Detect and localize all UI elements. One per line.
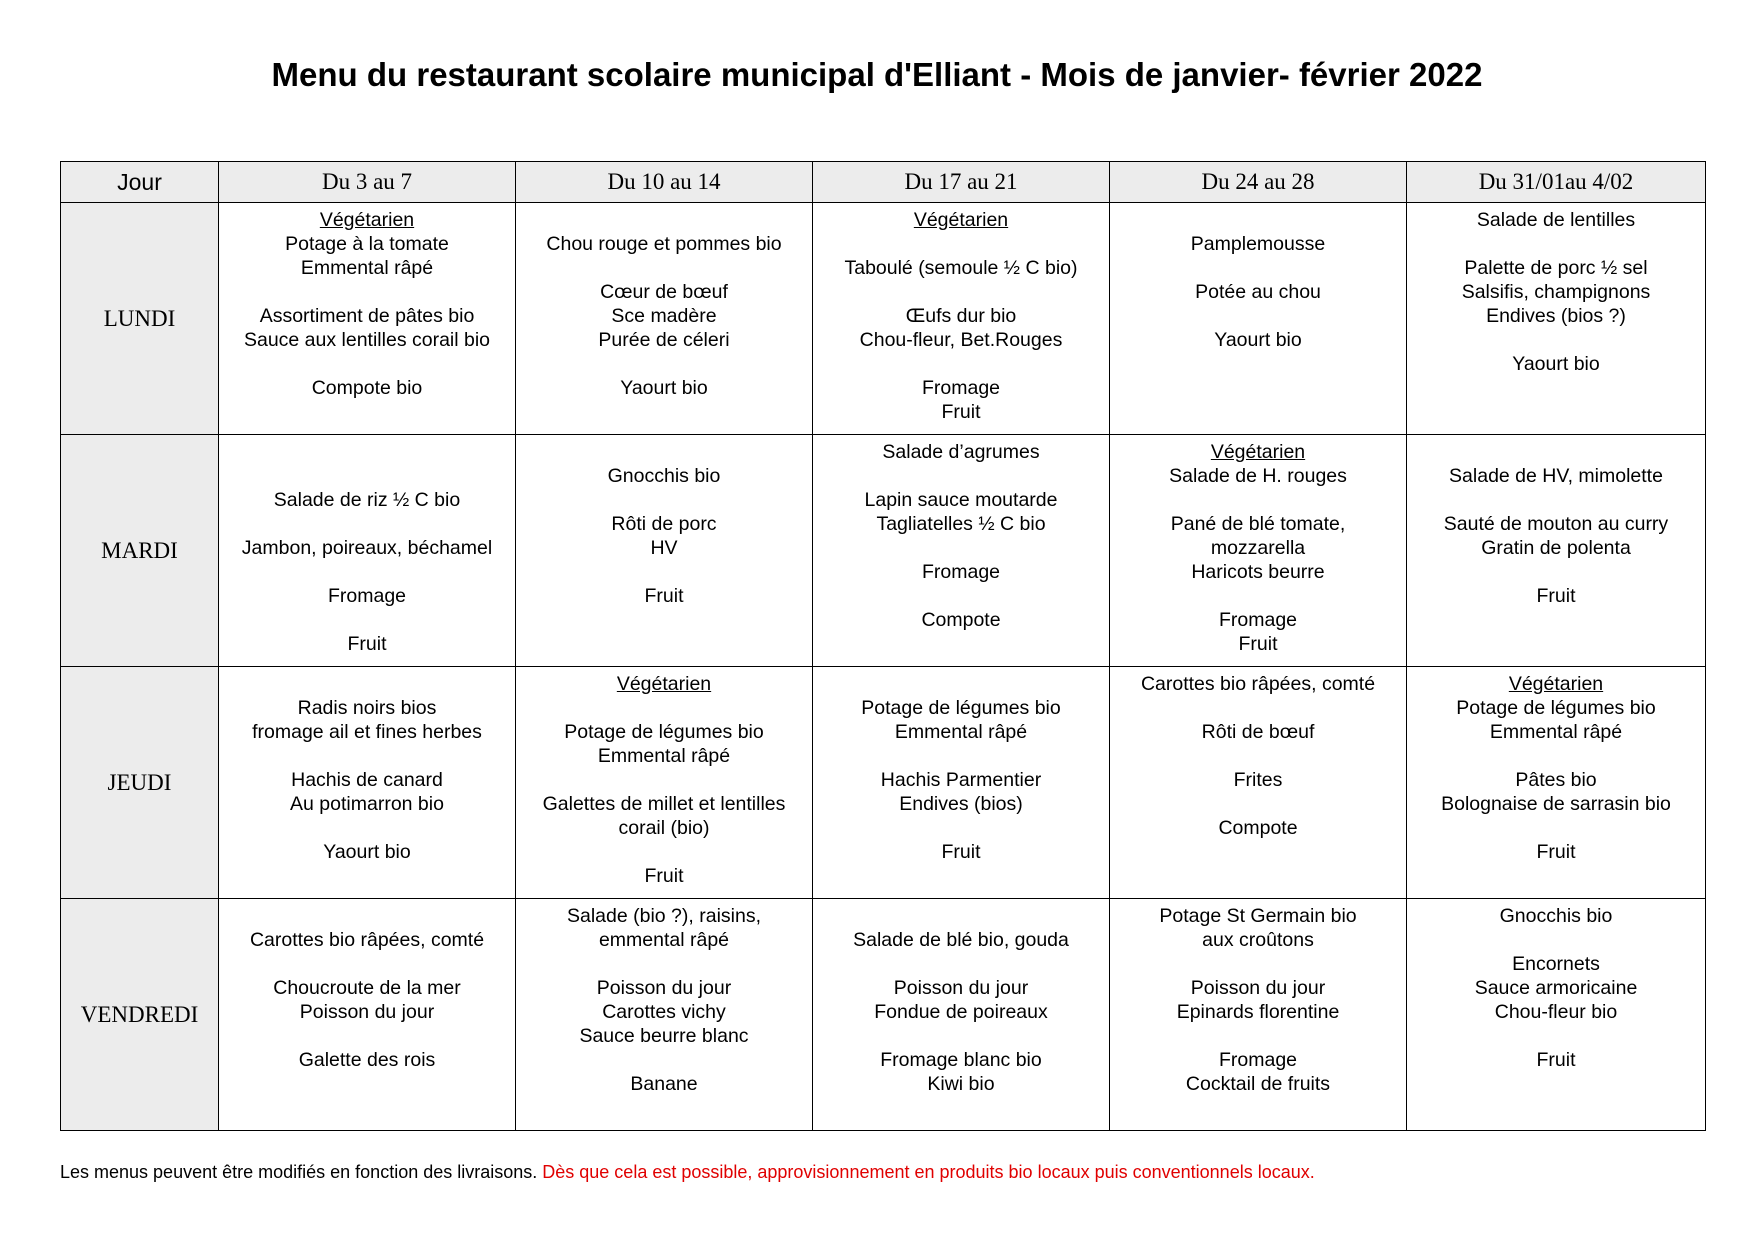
menu-line: Salade de HV, mimolette	[1449, 465, 1663, 487]
menu-line: Endives (bios)	[899, 793, 1023, 815]
column-header-week-1: Du 3 au 7	[219, 162, 516, 203]
menu-cell	[813, 203, 1110, 435]
menu-line	[219, 816, 515, 840]
menu-line	[219, 512, 515, 536]
menu-line	[516, 208, 812, 232]
menu-line	[219, 1024, 515, 1048]
menu-line	[813, 352, 1109, 376]
menu-line: Emmental râpé	[894, 721, 1028, 743]
menu-line: Fruit	[1536, 841, 1576, 863]
menu-line	[516, 440, 812, 464]
menu-line: Epinards florentine	[1176, 1001, 1340, 1023]
menu-line	[1110, 256, 1406, 280]
menu-line: Salsifis, champignons	[1461, 281, 1651, 303]
menu-line	[1407, 488, 1705, 512]
menu-line	[813, 672, 1109, 696]
menu-line	[219, 464, 515, 488]
menu-cell	[813, 899, 1110, 1131]
menu-line: Compote	[1218, 817, 1298, 839]
menu-line: Salade d’agrumes	[882, 441, 1040, 463]
menu-line: Emmental râpé	[300, 257, 434, 279]
menu-line: Compote	[921, 609, 1001, 631]
menu-cell	[1407, 667, 1706, 899]
menu-line	[219, 672, 515, 696]
menu-line: Poisson du jour	[596, 977, 732, 999]
menu-line: Salade de lentilles	[1476, 209, 1636, 231]
menu-cell	[813, 435, 1110, 667]
menu-line	[1110, 304, 1406, 328]
menu-line: Encornets	[1512, 953, 1600, 975]
menu-line: Galette des rois	[298, 1049, 436, 1071]
menu-line: Carottes bio râpées, comté	[1140, 673, 1376, 695]
menu-line	[1407, 232, 1705, 256]
menu-line: Tagliatelles ½ C bio	[876, 513, 1046, 535]
menu-line: Galettes de millet et lentilles	[542, 793, 786, 815]
menu-line: Fruit	[941, 401, 981, 423]
menu-line: Assortiment de pâtes bio	[259, 305, 475, 327]
menu-line: Chou-fleur bio	[1494, 1001, 1618, 1023]
menu-line: Endives (bios ?)	[1486, 305, 1626, 327]
menu-line	[813, 904, 1109, 928]
menu-line: Poisson du jour	[299, 1001, 435, 1023]
footer-note	[60, 1162, 1315, 1183]
menu-line: Hachis de canard	[291, 769, 443, 791]
vegetarian-label: Végétarien	[616, 673, 712, 695]
menu-line	[813, 536, 1109, 560]
menu-line: Fruit	[347, 633, 387, 655]
day-label: MARDI	[61, 435, 219, 667]
menu-line: Kiwi bio	[927, 1073, 995, 1095]
menu-line: Potage St Germain bio	[1159, 905, 1357, 927]
menu-line: Œufs dur bio	[905, 305, 1017, 327]
menu-line	[1110, 696, 1406, 720]
menu-line	[1407, 928, 1705, 952]
menu-line	[219, 904, 515, 928]
menu-line: Pamplemousse	[1190, 233, 1326, 255]
menu-line: Cœur de bœuf	[600, 281, 728, 303]
menu-line: Potage de légumes bio	[1456, 697, 1656, 719]
menu-line	[1110, 792, 1406, 816]
menu-cell	[219, 435, 516, 667]
menu-line: Cocktail de fruits	[1185, 1073, 1331, 1095]
menu-cell	[516, 203, 813, 435]
vegetarian-label: Végétarien	[319, 209, 415, 231]
menu-line	[219, 560, 515, 584]
menu-line	[813, 816, 1109, 840]
menu-cell	[219, 899, 516, 1131]
menu-cell	[1110, 899, 1407, 1131]
menu-line	[219, 744, 515, 768]
menu-line: Yaourt bio	[1512, 353, 1600, 375]
menu-line: Fromage	[921, 377, 1001, 399]
menu-line: Potage à la tomate	[285, 233, 449, 255]
menu-line: Pâtes bio	[1515, 769, 1597, 791]
menu-line	[219, 952, 515, 976]
menu-cell	[516, 435, 813, 667]
day-row-mardi	[61, 435, 1706, 667]
menu-cell	[219, 203, 516, 435]
menu-line: Fondue de poireaux	[874, 1001, 1048, 1023]
menu-line	[516, 560, 812, 584]
menu-line	[813, 280, 1109, 304]
menu-cell	[1407, 203, 1706, 435]
menu-line: Emmental râpé	[1489, 721, 1623, 743]
menu-line: Yaourt bio	[323, 841, 411, 863]
menu-line: Salade de riz ½ C bio	[273, 489, 461, 511]
menu-line	[813, 744, 1109, 768]
menu-line	[1110, 1024, 1406, 1048]
menu-line: Salade de blé bio, gouda	[853, 929, 1069, 951]
menu-line	[516, 1048, 812, 1072]
menu-line	[516, 952, 812, 976]
menu-line	[1407, 816, 1705, 840]
menu-line: Gnocchis bio	[607, 465, 721, 487]
menu-line: Yaourt bio	[1214, 329, 1302, 351]
vegetarian-label: Végétarien	[1508, 673, 1604, 695]
menu-line: Choucroute de la mer	[273, 977, 461, 999]
menu-line	[1110, 488, 1406, 512]
column-header-week-2: Du 10 au 14	[516, 162, 813, 203]
menu-line: Jambon, poireaux, béchamel	[241, 537, 493, 559]
menu-line: emmental râpé	[598, 929, 730, 951]
menu-line: Lapin sauce moutarde	[864, 489, 1058, 511]
menu-line: Fromage blanc bio	[880, 1049, 1042, 1071]
menu-cell	[1110, 667, 1407, 899]
menu-cell	[1110, 435, 1407, 667]
page-title: Menu du restaurant scolaire municipal d'Elliant - Mois de janvier- février 2022	[271, 56, 1483, 93]
menu-line	[813, 952, 1109, 976]
menu-line	[1407, 560, 1705, 584]
menu-line: Taboulé (semoule ½ C bio)	[844, 257, 1078, 279]
menu-cell	[1110, 203, 1407, 435]
menu-line: Banane	[630, 1073, 698, 1095]
menu-line	[1110, 208, 1406, 232]
menu-line: Poisson du jour	[893, 977, 1029, 999]
menu-line: Potage de légumes bio	[564, 721, 764, 743]
day-row-lundi	[61, 203, 1706, 435]
menu-line: Fruit	[1536, 1049, 1576, 1071]
menu-line: Fruit	[1238, 633, 1278, 655]
menu-line	[1407, 328, 1705, 352]
menu-line	[516, 352, 812, 376]
menu-cell	[219, 667, 516, 899]
menu-line: Sauce armoricaine	[1474, 977, 1638, 999]
day-label: VENDREDI	[61, 899, 219, 1131]
menu-line: Rôti de porc	[611, 513, 717, 535]
menu-line	[1110, 584, 1406, 608]
menu-line: Fromage	[1218, 1049, 1298, 1071]
menu-line	[219, 440, 515, 464]
menu-line: Rôti de bœuf	[1201, 721, 1315, 743]
menu-line	[1407, 440, 1705, 464]
menu-line: HV	[650, 537, 678, 559]
menu-line	[1407, 1024, 1705, 1048]
menu-line: Salade de H. rouges	[1169, 465, 1347, 487]
menu-line	[516, 840, 812, 864]
menu-line: Bolognaise de sarrasin bio	[1441, 793, 1671, 815]
menu-line: Carottes vichy	[602, 1001, 726, 1023]
menu-line: Fruit	[644, 865, 684, 887]
menu-line: Gratin de polenta	[1481, 537, 1631, 559]
menu-cell	[1407, 899, 1706, 1131]
menu-line	[813, 584, 1109, 608]
footer-note-text: Les menus peuvent être modifiés en fonction des livraisons.	[60, 1162, 543, 1182]
menu-line	[1110, 744, 1406, 768]
menu-line	[219, 352, 515, 376]
vegetarian-label: Végétarien	[1210, 441, 1306, 463]
menu-line: mozzarella	[1210, 537, 1306, 559]
menu-line: Hachis Parmentier	[880, 769, 1042, 791]
menu-line	[516, 768, 812, 792]
menu-line: Salade (bio ?), raisins,	[566, 905, 761, 927]
menu-line	[1407, 744, 1705, 768]
menu-line: Carottes bio râpées, comté	[249, 929, 485, 951]
menu-cell	[516, 667, 813, 899]
menu-line: Sce madère	[611, 305, 717, 327]
menu-line: Fromage	[327, 585, 407, 607]
day-row-vendredi	[61, 899, 1706, 1131]
menu-line: Sauté de mouton au curry	[1443, 513, 1669, 535]
menu-line	[813, 464, 1109, 488]
menu-line: aux croûtons	[1202, 929, 1314, 951]
menu-line	[219, 280, 515, 304]
menu-line	[516, 696, 812, 720]
menu-table	[60, 161, 1706, 1131]
column-header-jour: Jour	[61, 162, 219, 203]
footer-note-highlight: Dès que cela est possible, approvisionnement en produits bio locaux puis conventionnels locaux.	[542, 1162, 1315, 1182]
day-label: LUNDI	[61, 203, 219, 435]
menu-line: Palette de porc ½ sel	[1464, 257, 1648, 279]
menu-line: Potage de légumes bio	[861, 697, 1061, 719]
menu-line	[813, 232, 1109, 256]
menu-line: Fruit	[941, 841, 981, 863]
menu-line: corail (bio)	[618, 817, 710, 839]
menu-line: Radis noirs bios	[297, 697, 437, 719]
menu-line: Au potimarron bio	[290, 793, 444, 815]
menu-line: Pané de blé tomate,	[1170, 513, 1346, 535]
menu-line: Fromage	[921, 561, 1001, 583]
menu-line: Fruit	[1536, 585, 1576, 607]
menu-line: Yaourt bio	[620, 377, 708, 399]
menu-line: Sauce aux lentilles corail bio	[243, 329, 491, 351]
menu-line: Fruit	[644, 585, 684, 607]
menu-line: Poisson du jour	[1190, 977, 1326, 999]
menu-line: Compote bio	[311, 377, 423, 399]
menu-cell	[813, 667, 1110, 899]
menu-line: Emmental râpé	[597, 745, 731, 767]
menu-line	[219, 608, 515, 632]
menu-cell	[1407, 435, 1706, 667]
menu-line: Purée de céleri	[598, 329, 730, 351]
menu-line: Sauce beurre blanc	[579, 1025, 749, 1047]
header-row	[61, 162, 1706, 203]
menu-line: Chou-fleur, Bet.Rouges	[859, 329, 1063, 351]
menu-line	[516, 256, 812, 280]
menu-line: fromage ail et fines herbes	[252, 721, 482, 743]
menu-line	[813, 1024, 1109, 1048]
menu-line: Frites	[1233, 769, 1283, 791]
menu-line: Chou rouge et pommes bio	[546, 233, 782, 255]
day-label: JEUDI	[61, 667, 219, 899]
menu-line: Fromage	[1218, 609, 1298, 631]
column-header-week-3: Du 17 au 21	[813, 162, 1110, 203]
menu-line: Potée au chou	[1195, 281, 1321, 303]
menu-line	[1110, 952, 1406, 976]
vegetarian-label: Végétarien	[913, 209, 1009, 231]
menu-line: Gnocchis bio	[1499, 905, 1613, 927]
menu-cell	[516, 899, 813, 1131]
menu-line: Haricots beurre	[1191, 561, 1325, 583]
column-header-week-4: Du 24 au 28	[1110, 162, 1407, 203]
menu-line	[516, 488, 812, 512]
column-header-week-5: Du 31/01au 4/02	[1407, 162, 1706, 203]
day-row-jeudi	[61, 667, 1706, 899]
